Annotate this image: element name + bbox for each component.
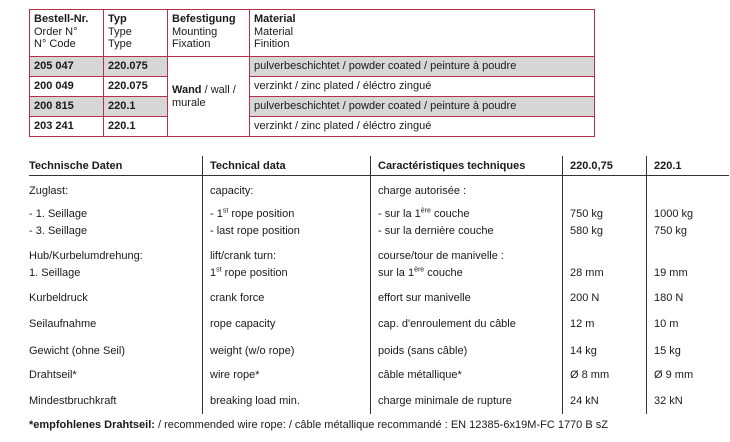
fixation-cell: Wand / wall / murale bbox=[168, 57, 250, 137]
header-underline bbox=[29, 175, 729, 176]
column-divider bbox=[646, 156, 647, 414]
column-divider bbox=[370, 156, 371, 414]
footnote-recommended-rope: *empfohlenes Drahtseil: / recommended wire rope: / câble métallique recommandé : EN 12385-6x19M-FC 1770 B sZ bbox=[29, 419, 608, 431]
header-model-220-1: 220.1 bbox=[654, 160, 682, 172]
finish-value: verzinkt / zinc plated / éléctro zingué bbox=[250, 77, 595, 97]
finish-value: pulverbeschichtet / powder coated / peinture à poudre bbox=[250, 57, 595, 77]
header-technische-daten: Technische Daten bbox=[29, 160, 123, 172]
header-type: Typ Type Type bbox=[104, 10, 168, 57]
order-number: 205 047 bbox=[30, 57, 104, 77]
column-divider bbox=[562, 156, 563, 414]
header-technical-data: Technical data bbox=[210, 160, 286, 172]
order-header-row bbox=[30, 10, 595, 57]
type-value: 220.075 bbox=[104, 77, 168, 97]
table-row bbox=[30, 117, 595, 137]
header-mounting: Befestigung Mounting Fixation bbox=[168, 10, 250, 57]
order-table bbox=[29, 9, 595, 137]
type-value: 220.075 bbox=[104, 57, 168, 77]
table-row bbox=[30, 77, 595, 97]
header-material: Material Material Finition bbox=[250, 10, 595, 57]
finish-value: verzinkt / zinc plated / éléctro zingué bbox=[250, 117, 595, 137]
order-number: 200 049 bbox=[30, 77, 104, 97]
table-row bbox=[30, 97, 595, 117]
type-value: 220.1 bbox=[104, 117, 168, 137]
order-number: 203 241 bbox=[30, 117, 104, 137]
finish-value: pulverbeschichtet / powder coated / peinture à poudre bbox=[250, 97, 595, 117]
column-divider bbox=[202, 156, 203, 414]
order-number: 200 815 bbox=[30, 97, 104, 117]
header-caracteristiques: Caractéristiques techniques bbox=[378, 160, 526, 172]
table-row bbox=[30, 57, 595, 77]
type-value: 220.1 bbox=[104, 97, 168, 117]
header-model-220-075: 220.0,75 bbox=[570, 160, 613, 172]
header-order-number: Bestell-Nr. Order N° N° Code bbox=[30, 10, 104, 57]
